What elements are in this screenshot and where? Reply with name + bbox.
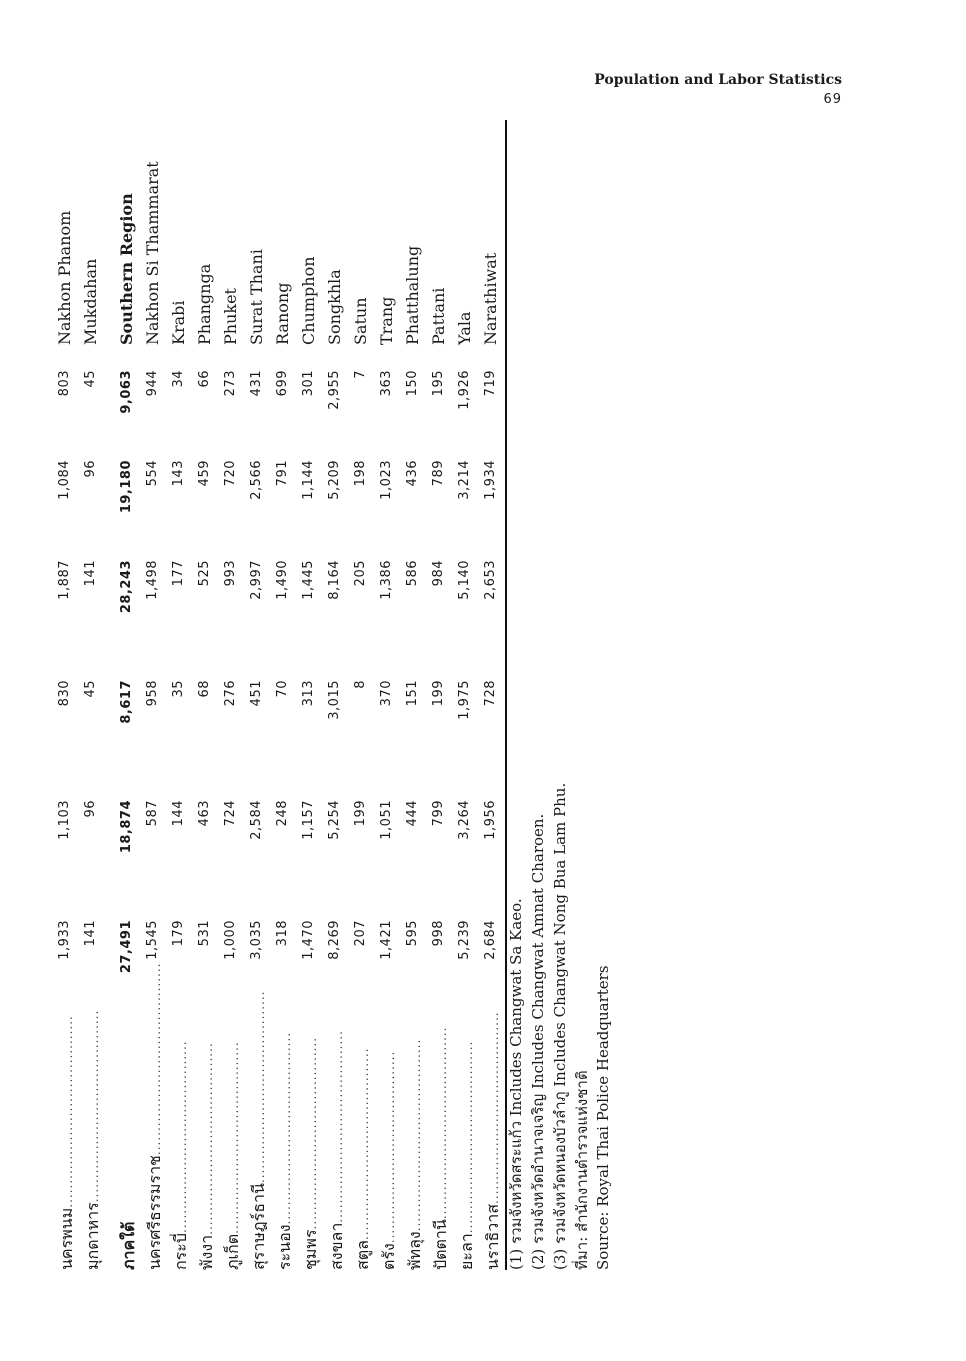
value-cell: 195 [431,370,446,397]
thai-province-label [221,850,246,1270]
table-row [117,70,145,1300]
leader-dots: ........................................ [279,1031,293,1225]
value-cell: 8,164 [327,560,342,600]
english-province-label: Mukdahan [81,258,100,345]
thai-name: สงขลา [327,1222,346,1270]
page-header [594,70,842,110]
table-row [169,70,197,1300]
value-cell: 1,421 [379,920,394,960]
value-cell: 96 [83,460,98,478]
value-cell: 1,445 [301,560,316,600]
leader-dots: ........................................ [357,1047,371,1241]
value-cell: 144 [171,800,186,827]
english-province-label: Phuket [221,288,240,345]
value-cell: 199 [431,680,446,707]
value-cell: 444 [405,800,420,827]
table-row [221,70,249,1300]
value-cell: 276 [223,680,238,707]
english-province-label: Krabi [169,300,188,345]
table-row [325,70,353,1300]
value-cell: 720 [223,460,238,487]
table-row [429,70,457,1300]
value-cell: 19,180 [119,460,134,514]
value-cell: 143 [171,460,186,487]
value-cell: 45 [83,370,98,388]
value-cell: 2,684 [483,920,498,960]
value-cell: 35 [171,680,186,698]
value-cell: 363 [379,370,394,397]
english-province-label: Surat Thani [247,249,266,345]
source-note: Source: Royal Thai Police Headquarters [594,965,612,1270]
value-cell: 2,566 [249,460,264,500]
english-province-label: Phatthalung [403,245,422,345]
thai-name: นครพนม [57,1207,76,1270]
value-cell: 1,157 [301,800,316,840]
thai-name: พัทลุง [405,1231,424,1270]
value-cell: 66 [197,370,212,388]
thai-province-label [351,850,376,1270]
value-cell: 3,264 [457,800,472,840]
value-cell: 1,933 [57,920,72,960]
value-cell: 45 [83,680,98,698]
thai-name: มุกดาหาร [83,1202,102,1270]
leader-dots: ........................................ [87,1009,101,1203]
leader-dots: ........................................ [487,1011,501,1204]
value-cell: 525 [197,560,212,587]
value-cell: 28,243 [119,560,134,614]
thai-name: ระนอง [275,1224,294,1270]
value-cell: 8,617 [119,680,134,724]
value-cell: 799 [431,800,446,827]
english-province-label: Yala [455,311,474,345]
value-cell: 463 [197,800,212,827]
value-cell: 595 [405,920,420,947]
thai-province-label [143,850,168,1270]
value-cell: 313 [301,680,316,707]
source-note: ที่มา: สำนักงานตำรวจแห่งชาติ [573,1070,591,1270]
value-cell: 199 [353,800,368,827]
thai-province-label [55,850,80,1270]
table-row [143,70,171,1300]
leader-dots: ........................................ [331,1030,345,1223]
thai-name: นครศรีธรรมราช [145,1155,164,1270]
table-row [351,70,379,1300]
value-cell: 207 [353,920,368,947]
thai-name: สุราษฎร์ธานี [249,1183,268,1270]
thai-province-label [377,850,402,1270]
thai-province-label [429,850,454,1270]
table-row [81,70,109,1300]
english-province-label: Nakhon Phanom [55,210,74,345]
value-cell: 370 [379,680,394,707]
value-cell: 791 [275,460,290,487]
thai-province-label [325,850,350,1270]
footnote: (2) รวมจังหวัดอำนาจเจริญ Includes Changwat Amnat Charoen. [529,813,547,1270]
thai-province-label [455,850,480,1270]
value-cell: 68 [197,680,212,698]
table-row [55,70,83,1300]
leader-dots: ........................................ [149,962,163,1156]
thai-name: นราธิวาส [483,1203,502,1270]
value-cell: 1,051 [379,800,394,840]
leader-dots: ........................................ [383,1050,397,1244]
value-cell: 141 [83,560,98,587]
value-cell: 2,955 [327,370,342,410]
value-cell: 7 [353,370,368,379]
value-cell: 301 [301,370,316,397]
value-cell: 141 [83,920,98,947]
thai-name: ปัตตานี [431,1219,450,1270]
value-cell: 728 [483,680,498,707]
english-province-label: Phangnga [195,263,214,345]
leader-dots: ........................................ [305,1036,319,1230]
value-cell: 1,498 [145,560,160,600]
value-cell: 1,470 [301,920,316,960]
thai-province-label [195,850,220,1270]
thai-province-label [481,850,506,1270]
value-cell: 1,926 [457,370,472,410]
value-cell: 8 [353,680,368,689]
value-cell: 1,084 [57,460,72,500]
value-cell: 803 [57,370,72,397]
leader-dots: ........................................ [253,990,267,1184]
page-number: 69 [823,92,842,107]
value-cell: 436 [405,460,420,487]
value-cell: 27,491 [119,920,134,974]
thai-name: กระบี่ [171,1232,190,1270]
english-province-label: Narathiwat [481,252,500,345]
value-cell: 1,975 [457,680,472,720]
value-cell: 789 [431,460,446,487]
value-cell: 699 [275,370,290,397]
table-row [273,70,301,1300]
thai-name: ภูเก็ต [223,1233,242,1270]
value-cell: 1,934 [483,460,498,500]
value-cell: 1,956 [483,800,498,840]
value-cell: 993 [223,560,238,587]
table-row [247,70,275,1300]
value-cell: 205 [353,560,368,587]
thai-name: ชุมพร [301,1229,320,1270]
statistics-table [55,70,612,1300]
value-cell: 151 [405,680,420,707]
value-cell: 830 [57,680,72,707]
english-province-label: Songkhla [325,269,344,345]
table-row [403,70,431,1300]
value-cell: 451 [249,680,264,707]
leader-dots: ........................................ [409,1038,423,1232]
value-cell: 724 [223,800,238,827]
thai-province-label [403,850,428,1270]
value-cell: 5,239 [457,920,472,960]
value-cell: 3,214 [457,460,472,500]
leader-dots: ........................................ [175,1040,189,1233]
english-province-label: Chumphon [299,256,318,345]
leader-dots: ........................................ [435,1026,449,1220]
footnote: (3) รวมจังหวัดหนองบัวลำภู Includes Changwat Nong Bua Lam Phu. [551,782,569,1270]
value-cell: 958 [145,680,160,707]
value-cell: 2,997 [249,560,264,600]
value-cell: 1,103 [57,800,72,840]
english-province-label: Trang [377,296,396,345]
value-cell: 998 [431,920,446,947]
thai-province-label [81,850,106,1270]
value-cell: 3,015 [327,680,342,720]
value-cell: 248 [275,800,290,827]
leader-dots: ........................................ [61,1015,75,1208]
value-cell: 1,490 [275,560,290,600]
value-cell: 9,063 [119,370,134,414]
thai-province-label [247,850,272,1270]
thai-name: พังงา [197,1234,216,1270]
table-row [455,70,483,1300]
value-cell: 70 [275,680,290,698]
value-cell: 554 [145,460,160,487]
table-row [195,70,223,1300]
value-cell: 96 [83,800,98,818]
value-cell: 3,035 [249,920,264,960]
value-cell: 1,000 [223,920,238,960]
english-province-label: Pattani [429,287,448,345]
value-cell: 5,140 [457,560,472,600]
value-cell: 719 [483,370,498,397]
value-cell: 18,874 [119,800,134,854]
english-province-label: Satun [351,297,370,345]
value-cell: 459 [197,460,212,487]
thai-name: ภาคใต้ [119,1221,138,1270]
value-cell: 5,254 [327,800,342,840]
value-cell: 587 [145,800,160,827]
value-cell: 198 [353,460,368,487]
value-cell: 8,269 [327,920,342,960]
english-province-label: Southern Region [117,193,136,345]
thai-province-label [117,850,142,1270]
leader-dots: ........................................ [201,1042,215,1235]
value-cell: 5,209 [327,460,342,500]
value-cell: 944 [145,370,160,397]
thai-province-label [169,850,194,1270]
thai-province-label [273,850,298,1270]
value-cell: 318 [275,920,290,947]
value-cell: 150 [405,370,420,397]
leader-dots: ........................................ [227,1041,241,1234]
table-row [377,70,405,1300]
english-province-label: Nakhon Si Thammarat [143,161,162,345]
thai-province-label [299,850,324,1270]
value-cell: 1,144 [301,460,316,500]
value-cell: 586 [405,560,420,587]
table-row [299,70,327,1300]
value-cell: 1,023 [379,460,394,500]
thai-name: ยะลา [457,1233,476,1270]
value-cell: 984 [431,560,446,587]
value-cell: 179 [171,920,186,947]
value-cell: 1,545 [145,920,160,960]
value-cell: 531 [197,920,212,947]
thai-name: ตรัง [379,1243,398,1270]
footnote: (1) รวมจังหวัดสระแก้ว Includes Changwat Sa Kaeo. [507,898,525,1270]
value-cell: 177 [171,560,186,587]
leader-dots: ........................................ [461,1040,475,1234]
value-cell: 1,887 [57,560,72,600]
thai-name: สตูล [353,1240,372,1270]
value-cell: 273 [223,370,238,397]
value-cell: 431 [249,370,264,397]
english-province-label: Ranong [273,282,292,345]
value-cell: 34 [171,370,186,388]
value-cell: 1,386 [379,560,394,600]
value-cell: 2,584 [249,800,264,840]
header-title: Population and Labor Statistics [594,72,842,88]
value-cell: 2,653 [483,560,498,600]
